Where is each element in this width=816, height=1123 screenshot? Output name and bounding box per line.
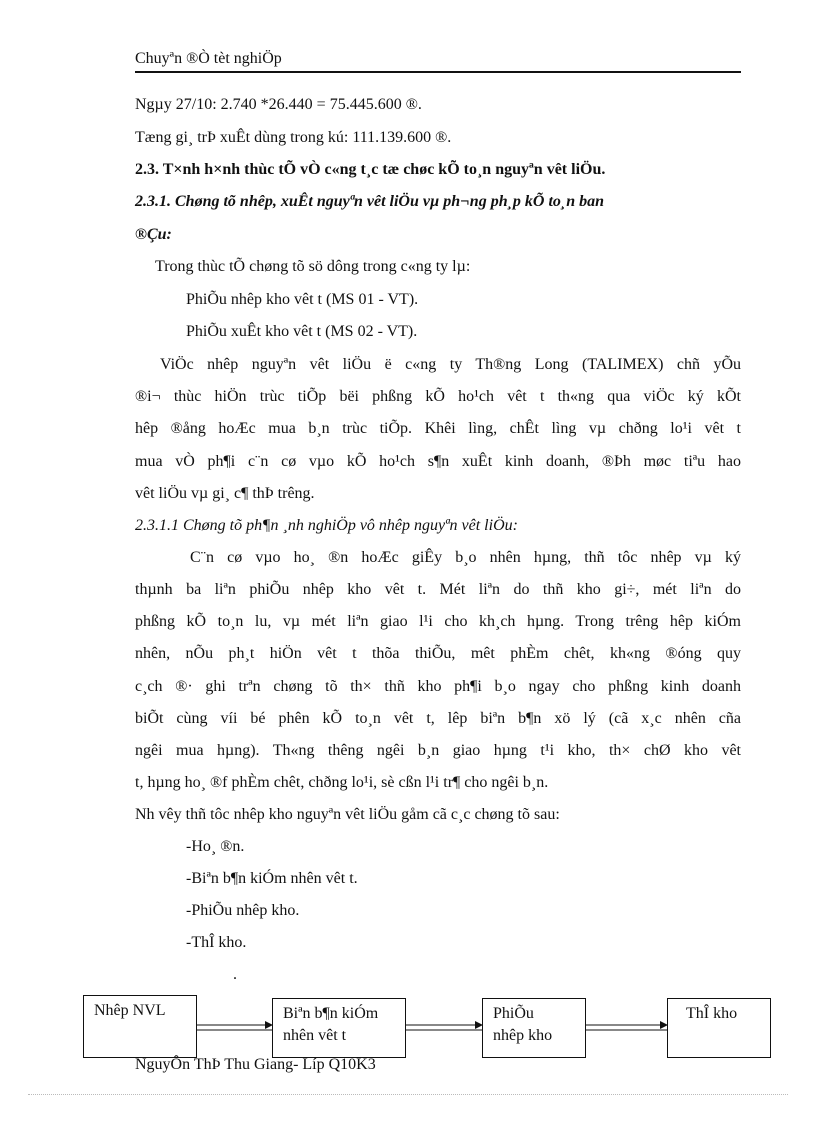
- list-item: PhiÕu xuÊt kho vêt t (MS 02 - VT).: [186, 323, 418, 340]
- section-heading: 2.3. T×nh h×nh thùc tÕ vÒ c«ng t¸c tæ chøc kÕ to¸n nguyªn vêt liÖu.: [135, 161, 606, 178]
- flow-box-label: Nhêp NVL: [94, 1002, 166, 1019]
- flow-box-receive-materials: [83, 995, 197, 1058]
- subsection-heading-cont: ®Çu:: [135, 226, 172, 243]
- paragraph-line: biÕt cùng víi bé phên kÕ to¸n vêt t, lêp biªn b¶n xö lý (cã x¸c nhên cña: [135, 710, 741, 727]
- page-header: Chuyªn ®Ò tèt nghiÖp: [135, 50, 282, 67]
- paragraph-line: c¸ch ®· ghi trªn chøng tõ th× thñ kho ph¶i b¸o ngay cho phßng kinh doanh: [135, 678, 741, 695]
- flow-box-inspection-report: [272, 998, 406, 1058]
- paragraph-line: ®i¬ thùc hiÖn trùc tiÕp bëi phßng kÕ ho¹ch vêt t th«ng qua viÖc ký kÕt: [135, 388, 741, 405]
- list-item: -ThÎ kho.: [186, 934, 247, 951]
- paragraph-line: ngêi mua hµng). Th«ng thêng ngêi b¸n giao hµng t¹i kho, th× chØ kho vêt: [135, 742, 741, 759]
- flow-box-label-line1: Biªn b¶n kiÓm: [283, 1005, 379, 1022]
- flow-box-stock-card: [667, 998, 771, 1058]
- list-item: -PhiÕu nhêp kho.: [186, 902, 300, 919]
- paragraph-line: C¨n cø vµo ho¸ ®n hoÆc giÊy b¸o nhên hµng, thñ tôc nhêp vµ ký: [190, 549, 741, 566]
- subsection-heading: 2.3.1. Chøng tõ nhêp, xuÊt nguyªn vêt liÖu vµ ph¬ng ph¸p kÕ to¸n ban: [135, 193, 605, 210]
- text-line: Tæng gi¸ trÞ xuÊt dùng trong kú: 111.139.600 ®.: [135, 129, 452, 146]
- text-line: Trong thùc tÕ chøng tõ sö dông trong c«ng ty lµ:: [155, 258, 471, 275]
- list-item: -Biªn b¶n kiÓm nhên vêt t.: [186, 870, 358, 887]
- flow-box-label: ThÎ kho: [686, 1005, 738, 1022]
- paragraph-line: thµnh ba liªn phiÕu nhêp kho vêt t. Mét liªn do thñ kho gi÷, mét liªn do: [135, 581, 741, 598]
- text-line: Ngµy 27/10: 2.740 *26.440 = 75.445.600 ®.: [135, 96, 422, 113]
- text-line: Nh vêy thñ tôc nhêp kho nguyªn vêt liÖu gåm cã c¸c chøng tõ sau:: [135, 806, 560, 823]
- flow-box-receipt-slip: [482, 998, 586, 1058]
- paragraph-line: t, hµng ho¸ ®f phÈm chêt, chðng lo¹i, sè cßn l¹i tr¶ cho ngêi b¸n.: [135, 774, 549, 791]
- page-bottom-dotted-rule: [28, 1094, 788, 1095]
- stray-dot: .: [233, 966, 237, 983]
- paragraph-line: nhên, nÕu ph¸t hiÖn vêt t thõa thiÕu, mêt phÈm chêt, kh«ng ®óng quy: [135, 645, 741, 662]
- paragraph-line: ViÖc nhêp nguyªn vêt liÖu ë c«ng ty Th®ng Long (TALIMEX) chñ yÕu: [160, 356, 741, 373]
- subsubsection-heading: 2.3.1.1 Chøng tõ ph¶n ¸nh nghiÖp vô nhêp nguyªn vêt liÖu:: [135, 517, 518, 534]
- paragraph-line: vêt liÖu vµ gi¸ c¶ thÞ trêng.: [135, 485, 315, 502]
- flow-box-label-line2: nhêp kho: [493, 1027, 553, 1044]
- list-item: -Ho¸ ®n.: [186, 838, 245, 855]
- page-footer: NguyÔn ThÞ Thu Giang- Líp Q10K3: [135, 1056, 376, 1073]
- paragraph-line: mua vÒ ph¶i c¨n cø vµo kÕ ho¹ch s¶n xuÊt kinh doanh, ®Þh møc tiªu hao: [135, 453, 741, 470]
- flow-box-label-line1: PhiÕu: [493, 1005, 534, 1022]
- paragraph-line: phßng kÕ to¸n lu, vµ mét liªn giao l¹i cho kh¸ch hµng. Trong trêng hêp kiÓm: [135, 613, 741, 630]
- paragraph-line: hêp ®ång hoÆc mua b¸n trùc tiÕp. Khêi lìng, chÊt lìng vµ chðng lo¹i vêt t: [135, 420, 741, 437]
- list-item: PhiÕu nhêp kho vêt t (MS 01 - VT).: [186, 291, 419, 308]
- flow-box-label-line2: nhên vêt t: [283, 1027, 347, 1044]
